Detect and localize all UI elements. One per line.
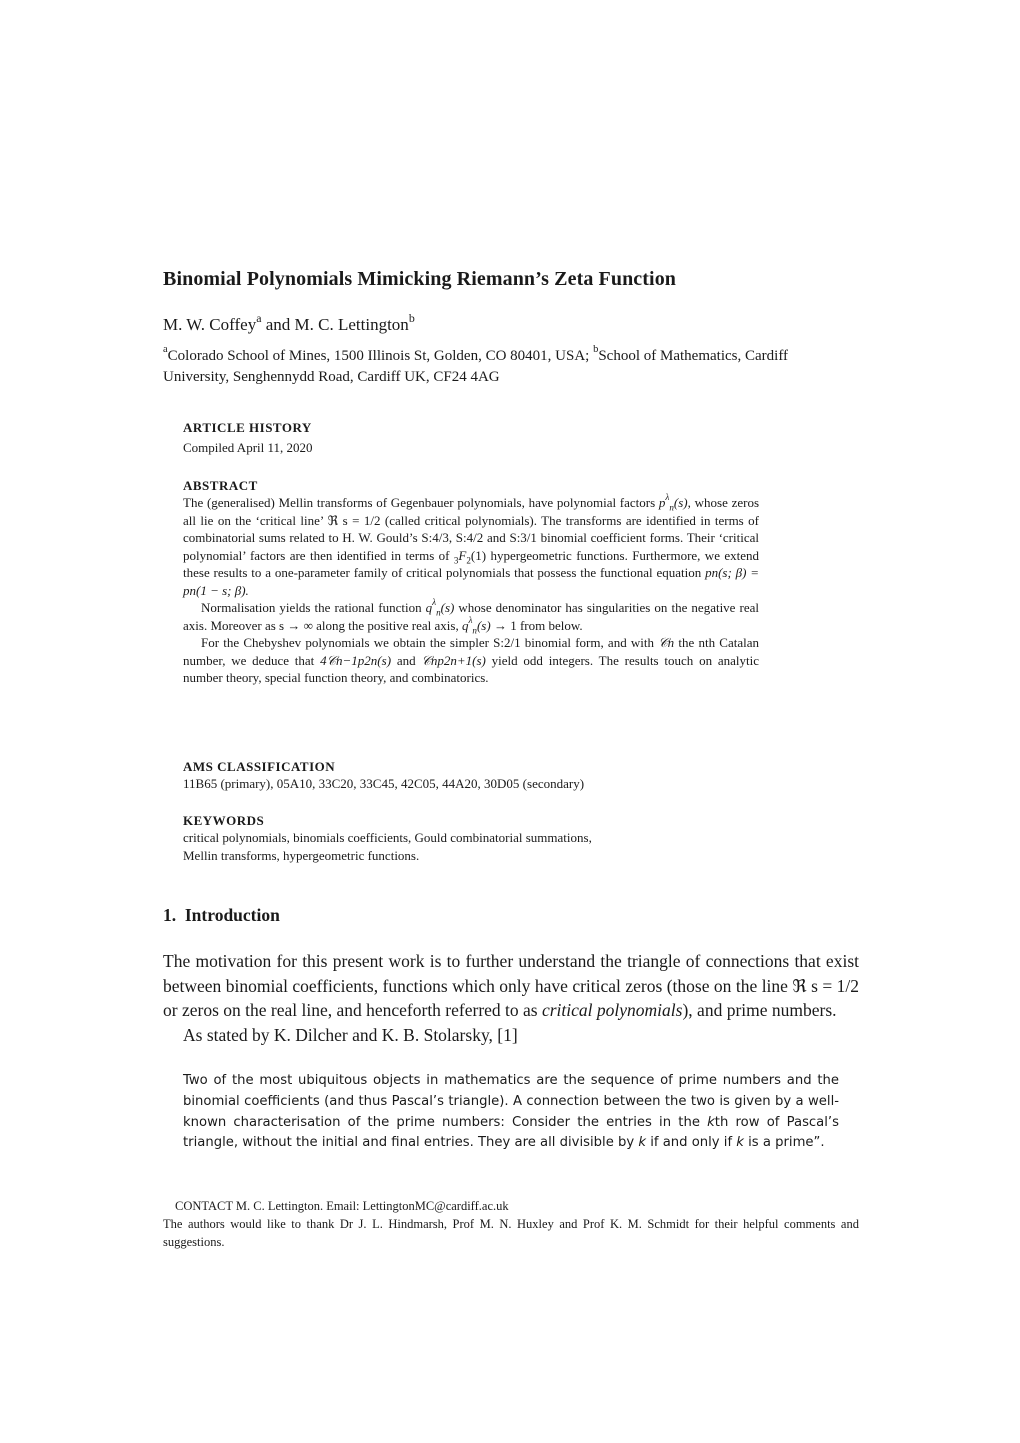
affiliations xyxy=(163,346,803,388)
keywords-line-1: critical polynomials, binomials coefficients, Gould combinatorial summations, xyxy=(183,830,592,845)
affil-b-text-1: School of xyxy=(598,348,657,364)
author-lettington: M. C. Lettington xyxy=(294,315,409,334)
ams-codes: 11B65 (primary), 05A10, 33C20, 33C45, 42C05, 44A20, 30D05 (secondary) xyxy=(183,776,585,791)
author-line xyxy=(163,310,863,335)
section-number: 1. xyxy=(163,905,177,925)
ams-heading: AMS CLASSIFICATION xyxy=(183,759,336,774)
keywords-heading: KEYWORDS xyxy=(183,813,265,828)
affil-a-text: Colorado School of Mines, 1500 Illinois St, Golden, CO 80401, USA; xyxy=(167,348,590,364)
author-coffey-mark: a xyxy=(256,310,262,325)
abstract-paragraph-3: For the Chebyshev polynomials we obtain the simpler S:2/1 binomial form, and with 𝒞n the nth Catalan number, we deduce that 4𝒞n−1p2n(s) and 𝒞np2n+1(s) yield odd integers. The results touch on analytic number theory, special function theory, and combinatorics. xyxy=(183,635,760,685)
section-heading xyxy=(163,905,280,926)
math-q-lambda-n-limit: $q^\lambda_n(s)$ xyxy=(461,614,491,636)
ams-classification xyxy=(183,759,759,793)
critical-polynomials-emphasis: critical polynomials xyxy=(541,1000,683,1020)
intro-paragraph-1: The motivation for this present work is to further understand the triangle of connections that exist between binomial coefficients, functions which only have critical zeros (those on the line ℜ s = 1/2 or zeros on the real line, and henceforth referred to as critical polynomials), and prime numbers. xyxy=(163,951,859,1020)
section-title: Introduction xyxy=(184,905,280,925)
abstract-heading: ABSTRACT xyxy=(183,478,258,493)
article-history-heading: ARTICLE HISTORY xyxy=(183,420,312,435)
block-quote: Two of the most ubiquitous objects in mathematics are the sequence of prime numbers and the binomial coefficients (and thus Pascal’s triangle). A connection between the two is given by a well-known characterisation of the prime numbers: Consider the entries in the kth row of Pascal’s triangle, without the initial and final entries. They are all divisible by k if and only if k is a prime”. xyxy=(183,1073,839,1151)
paper-title: Binomial Polynomials Mimicking Riemann’s Zeta Function xyxy=(163,268,677,290)
math-hypergeometric: $_3F_2(1)$ xyxy=(453,547,487,566)
keywords-line-2: Mellin transforms, hypergeometric functions. xyxy=(183,847,420,863)
author-lettington-mark: b xyxy=(408,310,415,325)
math-expr-odd: 𝒞np2n+1(s) xyxy=(421,652,486,668)
footnote-contact: CONTACT M. C. Lettington. Email: LettingtonMC@cardiff.ac.uk xyxy=(175,1199,509,1213)
keywords xyxy=(183,813,759,864)
abstract-paragraph-1: The (generalised) Mellin transforms of Gegenbauer polynomials, have polynomial factors $p^\lambda_n(s)$, whose zeros all lie on the ‘critical line’ ℜ s = 1/2 (called critical polynomials). The transforms are identified in terms of combinatorial sums related to H. W. Gould’s S:4/3, S:4/2 and S:3/1 binomial coefficient forms. Their ‘critical polynomial’ factors are then identified in terms of $_3F_2(1)$ hypergeometric functions. Furthermore, we extend these results to a one-parameter family of critical polynomials that possess the functional equation pn(s; β) = pn(1 − s; β). xyxy=(183,492,759,598)
article-history xyxy=(183,420,759,457)
author-conjunction: and xyxy=(265,315,291,334)
footnote-thanks: The authors would like to thank Dr J. L. Hindmarsh, Prof M. N. Huxley and Prof K. M. Schmidt for their helpful comments and suggestions. xyxy=(163,1217,859,1249)
math-functional-equation: pn(s; β) = pn(1 − s; β). xyxy=(183,565,759,598)
math-expr-even: 4𝒞n−1p2n(s) xyxy=(320,652,392,668)
author-coffey: M. W. Coffey xyxy=(163,315,257,334)
article-history-date: Compiled April 11, 2020 xyxy=(183,440,313,455)
math-p-lambda-n: $p^\lambda_n(s)$ xyxy=(658,492,688,513)
abstract-paragraph-2: Normalisation yields the rational function $q^\lambda_n(s)$ whose denominator has singularities on the negative real axis. Moreover as s → ∞ along the positive real axis, $q^\lambda_n(s) \to 1$ from below. xyxy=(183,597,759,636)
math-catalan: 𝒞n xyxy=(658,635,675,650)
affil-a-mark: a xyxy=(163,344,168,356)
math-q-lambda-n: $q^\lambda_n(s)$ xyxy=(425,597,455,618)
introduction-text xyxy=(163,949,859,1047)
intro-paragraph-2: As stated by K. Dilcher and K. B. Stolarsky, [1] xyxy=(183,1024,518,1045)
affil-b-mark: b xyxy=(593,344,599,356)
abstract xyxy=(183,478,759,687)
affil-b-text-2: Mathematics, Cardiff University, Senghennydd Road, Cardiff UK, CF24 4AG xyxy=(163,348,789,385)
